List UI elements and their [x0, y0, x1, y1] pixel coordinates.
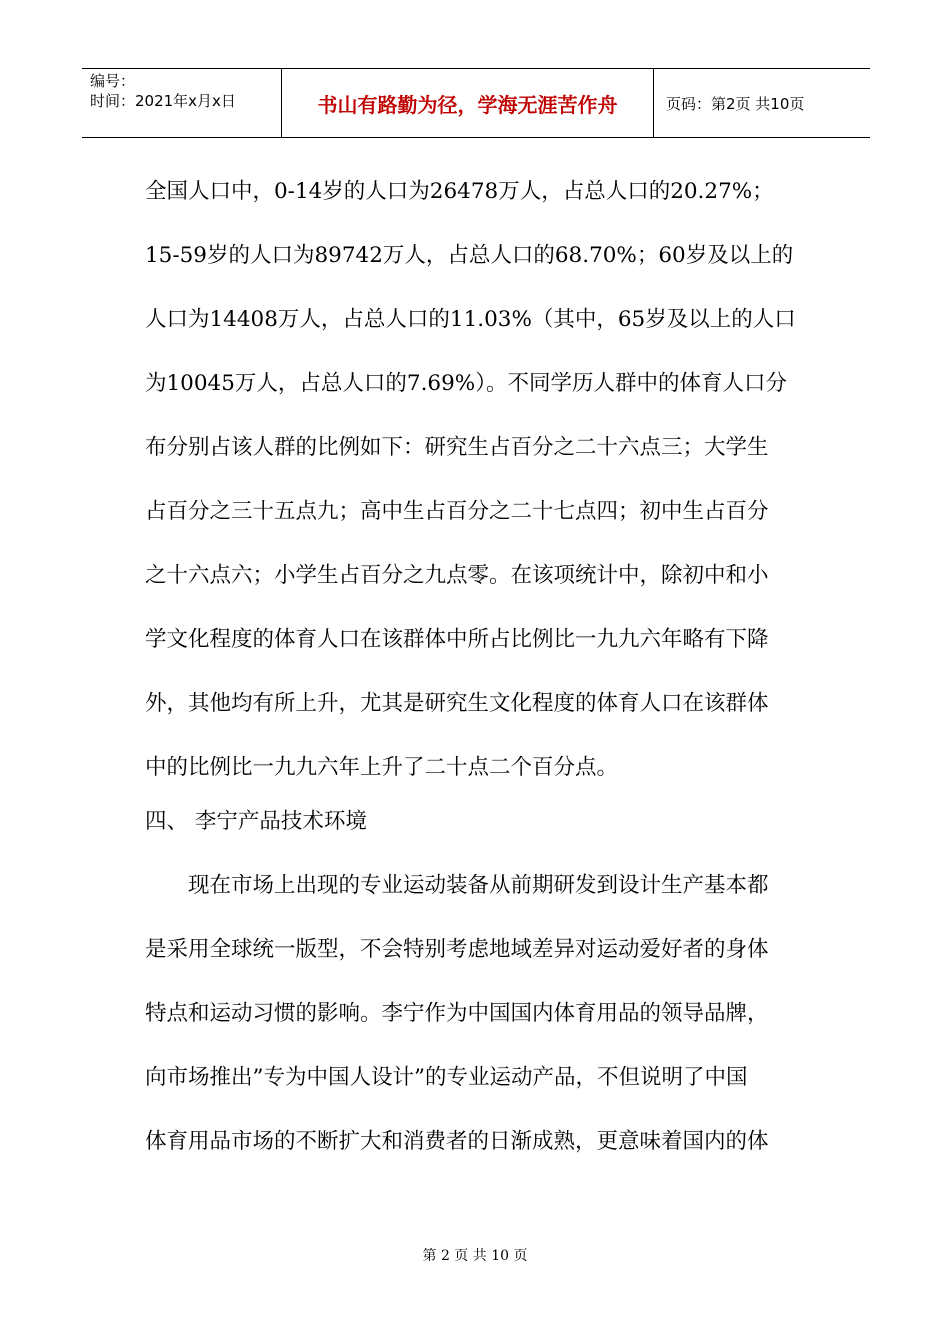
document-body: [145, 160, 815, 1174]
body-line: 布分别占该人群的比例如下：研究生占百分之二十六点三；大学生: [145, 435, 769, 460]
page-header: [82, 68, 870, 138]
section-heading: 四、 李宁产品技术环境: [145, 809, 367, 834]
paragraph-line: 特点和运动习惯的影响。李宁作为中国国内体育用品的领导品牌，: [145, 1001, 769, 1026]
body-line: 全国人口中，0-14岁的人口为26478万人，占总人口的20.27%；: [145, 179, 774, 204]
body-line: 外，其他均有所上升，尤其是研究生文化程度的体育人口在该群体: [145, 691, 769, 716]
body-line: 占百分之三十五点九；高中生占百分之二十七点四；初中生占百分: [145, 499, 769, 524]
body-line: 人口为14408万人，占总人口的11.03%（其中，65岁及以上的人口: [145, 307, 796, 332]
paragraph-line: 现在市场上出现的专业运动装备从前期研发到设计生产基本都: [188, 873, 769, 898]
header-page-info: 页码：第2页 共10页: [666, 94, 805, 113]
document-number-label: 编号：: [90, 72, 136, 90]
document-time-label: 时间：2021年x月x日: [90, 92, 236, 110]
page-footer: 第 2 页 共 10 页: [422, 1248, 528, 1264]
paragraph-line: 体育用品市场的不断扩大和消费者的日渐成熟，更意味着国内的体: [145, 1129, 769, 1154]
body-line: 15-59岁的人口为89742万人，占总人口的68.70%；60岁及以上的: [145, 243, 794, 268]
header-meta: [82, 69, 282, 137]
body-line: 学文化程度的体育人口在该群体中所占比例比一九九六年略有下降: [145, 627, 769, 652]
body-line: 之十六点六；小学生占百分之九点零。在该项统计中，除初中和小: [145, 563, 769, 588]
paragraph-line: 是采用全球统一版型，不会特别考虑地域差异对运动爱好者的身体: [145, 937, 769, 962]
paragraph-line: 向市场推出”专为中国人设计”的专业运动产品，不但说明了中国: [145, 1065, 748, 1090]
header-motto: 书山有路勤为径，学海无涯苦作舟: [282, 69, 654, 137]
body-line: 中的比例比一九九六年上升了二十点二个百分点。: [145, 755, 619, 780]
body-line: 为10045万人，占总人口的7.69%）。不同学历人群中的体育人口分: [145, 371, 787, 396]
